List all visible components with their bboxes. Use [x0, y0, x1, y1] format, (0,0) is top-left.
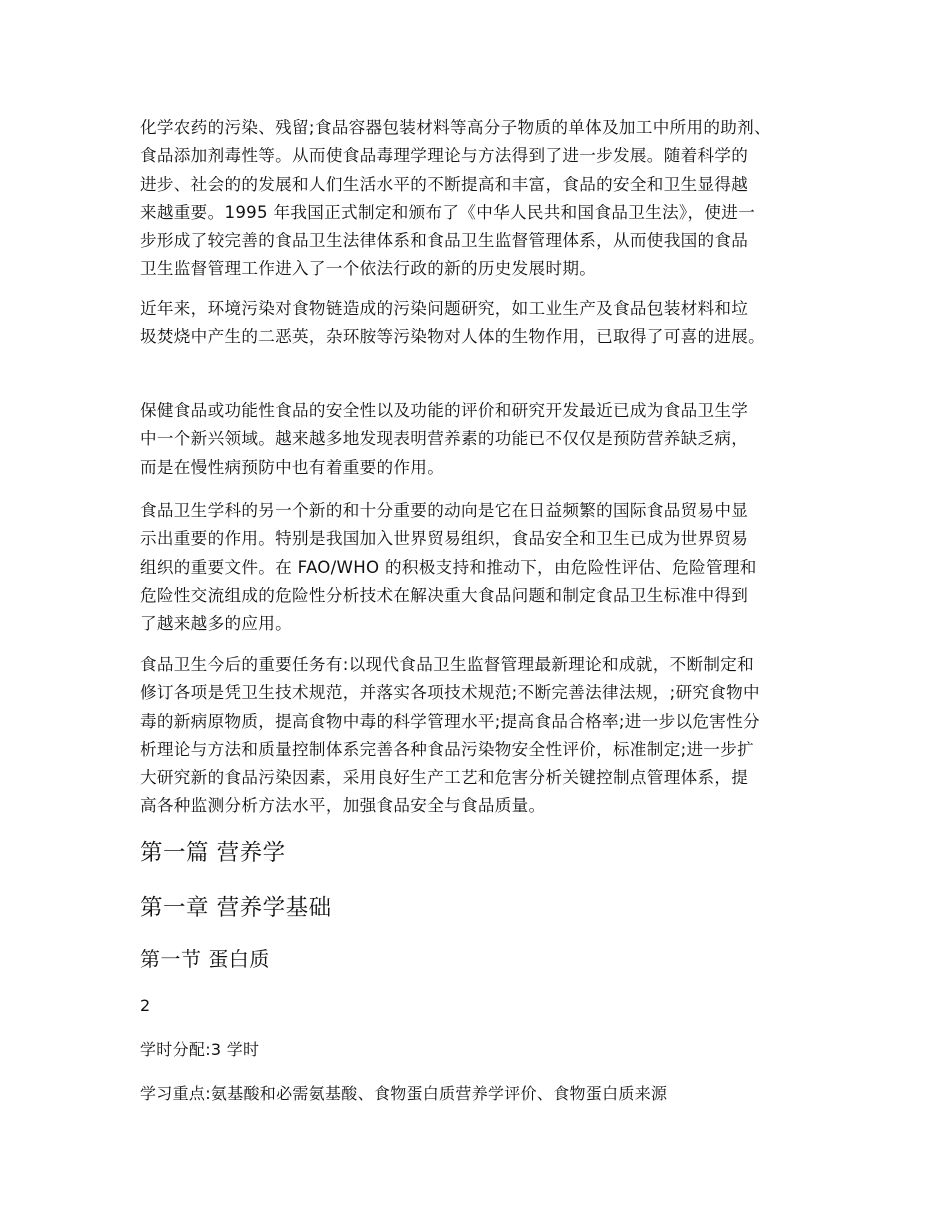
text-line: 修订各项是凭卫生技术规范，并落实各项技术规范;不断完善法律法规，;研究食物中 [140, 683, 760, 703]
paragraph-environment [140, 295, 820, 352]
page-number: 2 [140, 996, 151, 1015]
text-line: 食品卫生学科的另一个新的和十分重要的动向是它在日益频繁的国际食品贸易中显 [140, 501, 749, 520]
chapter-heading: 第一章 营养学基础 [140, 895, 332, 921]
paragraph-tasks [140, 651, 820, 821]
text-line: 卫生监督管理工作进入了一个依法行政的新的历史发展时期。 [140, 259, 597, 279]
text-line: 了越来越多的应用。 [140, 614, 293, 634]
key-points: 学习重点:氨基酸和必需氨基酸、食物蛋白质营养学评价、食物蛋白质来源 [140, 1084, 668, 1103]
text-line: 示出重要的作用。特别是我国加入世界贸易组织，食品安全和卫生已成为世界贸易 [140, 529, 749, 549]
paragraph-history [140, 114, 820, 284]
text-line: 而是在慢性病预防中也有着重要的作用。 [140, 457, 445, 477]
text-line: 中一个新兴领域。越来越多地发现表明营养素的功能已不仅仅是预防营养缺乏病， [140, 429, 749, 449]
part-heading: 第一篇 营养学 [140, 840, 286, 866]
text-line: 化学农药的污染、残留;食品容器包装材料等高分子物质的单体及加工中所用的助剂、 [140, 118, 771, 137]
text-line: 大研究新的食品污染因素，采用良好生产工艺和危害分析关键控制点管理体系，提 [140, 768, 749, 788]
paragraph-health-food [140, 397, 820, 482]
text-line: 进步、社会的的发展和人们生活水平的不断提高和丰富，食品的安全和卫生显得越 [140, 174, 749, 194]
section-heading: 第一节 蛋白质 [140, 947, 270, 971]
text-line: 食品卫生今后的重要任务有:以现代食品卫生监督管理最新理论和成就，不断制定和 [140, 655, 755, 674]
text-line: 保健食品或功能性食品的安全性以及功能的评价和研究开发最近已成为食品卫生学 [140, 401, 749, 420]
paragraph-trade [140, 497, 820, 638]
text-line: 来越重要。1995 年我国正式制定和颁布了《中华人民共和国食品卫生法》，使进一 [140, 202, 756, 222]
text-line: 毒的新病原物质，提高食物中毒的科学管理水平;提高食品合格率;进一步以危害性分 [140, 711, 760, 731]
text-line: 近年来，环境污染对食物链造成的污染问题研究，如工业生产及食品包装材料和垃 [140, 299, 749, 318]
text-line: 食品添加剂毒性等。从而使食品毒理学理论与方法得到了进一步发展。随着科学的 [140, 146, 749, 166]
text-line: 高各种监测分析方法水平，加强食品安全与食品质量。 [140, 796, 546, 816]
text-line: 危险性交流组成的危险性分析技术在解决重大食品问题和制定食品卫生标准中得到 [140, 585, 749, 605]
text-line: 组织的重要文件。在 FAO/WHO 的积极支持和推动下，由危险性评估、危险管理和 [140, 557, 757, 577]
text-line: 析理论与方法和质量控制体系完善各种食品污染物安全性评价，标准制定;进一步扩 [140, 739, 755, 759]
class-hours: 学时分配:3 学时 [140, 1040, 260, 1059]
text-line: 圾焚烧中产生的二恶英，杂环胺等污染物对人体的生物作用，已取得了可喜的进展。 [140, 327, 766, 347]
text-line: 步形成了较完善的食品卫生法律体系和食品卫生监督管理体系，从而使我国的食品 [140, 231, 749, 251]
